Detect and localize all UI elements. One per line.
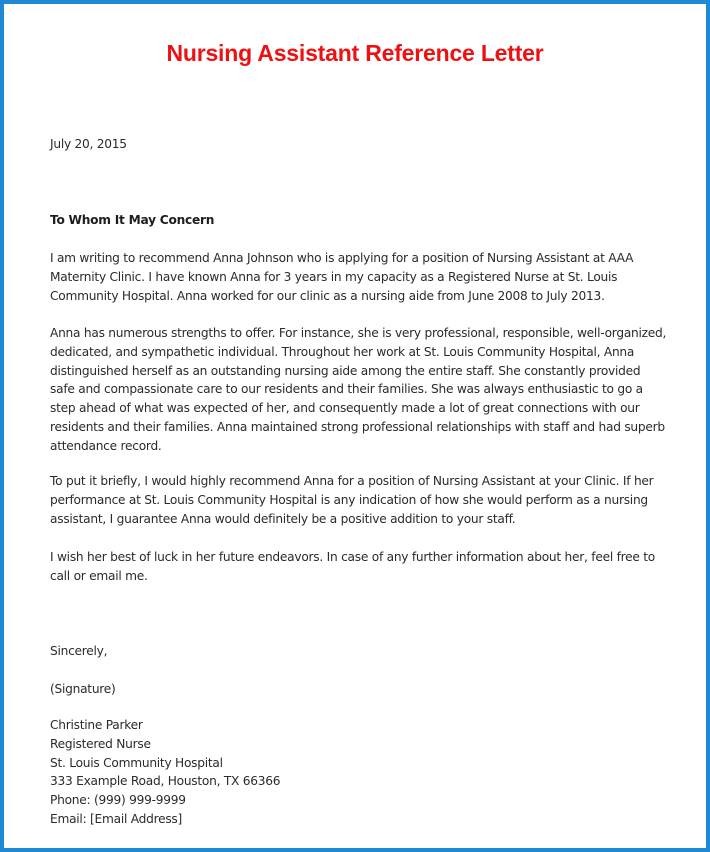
signature-placeholder: (Signature) [50, 682, 116, 696]
letter-title: Nursing Assistant Reference Letter [166, 40, 544, 66]
letter-paragraph-4: I wish her best of luck in her future endeavors. In case of any further information about her, feel free to call or email me. [50, 550, 655, 583]
letter-paragraph-1: I am writing to recommend Anna Johnson who is applying for a position of Nursing Assistant at AAA Maternity Clinic. I have known Anna for 3 years in my capacity as a Registered Nurse at St. Louis Community Hospital. Anna worked for our clinic as a nursing aide from June 2008 to July 2013. [50, 251, 634, 303]
letter-paragraph-2: Anna has numerous strengths to offer. For instance, she is very professional, responsible, well-organized, dedicated, and sympathetic individual. Throughout her work at St. Louis Community Hospital, Anna distinguished herself as an outstanding nursing aide among the entire staff. She constantly provided safe and compassionate care to our residents and their families. She was always enthusiastic to go a step ahead of what was expected of her, and consequently made a lot of great connections with our residents and their families. Anna maintained strong professional relationships with staff and had superb attendance record. [50, 326, 667, 453]
letter-date: July 20, 2015 [50, 137, 127, 151]
letter-closing: Sincerely, [50, 644, 108, 658]
signer-role: Registered Nurse [50, 736, 151, 751]
signer-address: 333 Example Road, Houston, TX 66366 [50, 774, 281, 789]
signer-email: Email: [Email Address] [50, 811, 183, 826]
signer-name: Christine Parker [50, 718, 143, 732]
signer-phone: Phone: (999) 999-9999 [50, 793, 186, 808]
letter-paragraph-3: To put it briefly, I would highly recommend Anna for a position of Nursing Assistant at your Clinic. If her performance at St. Louis Community Hospital is any indication of how she would perform as a nursing assistant, I guarantee Anna would definitely be a positive addition to your staff. [50, 474, 654, 526]
signer-organization: St. Louis Community Hospital [50, 755, 223, 770]
signer-block [50, 716, 668, 829]
letter-salutation: To Whom It May Concern [50, 213, 215, 227]
